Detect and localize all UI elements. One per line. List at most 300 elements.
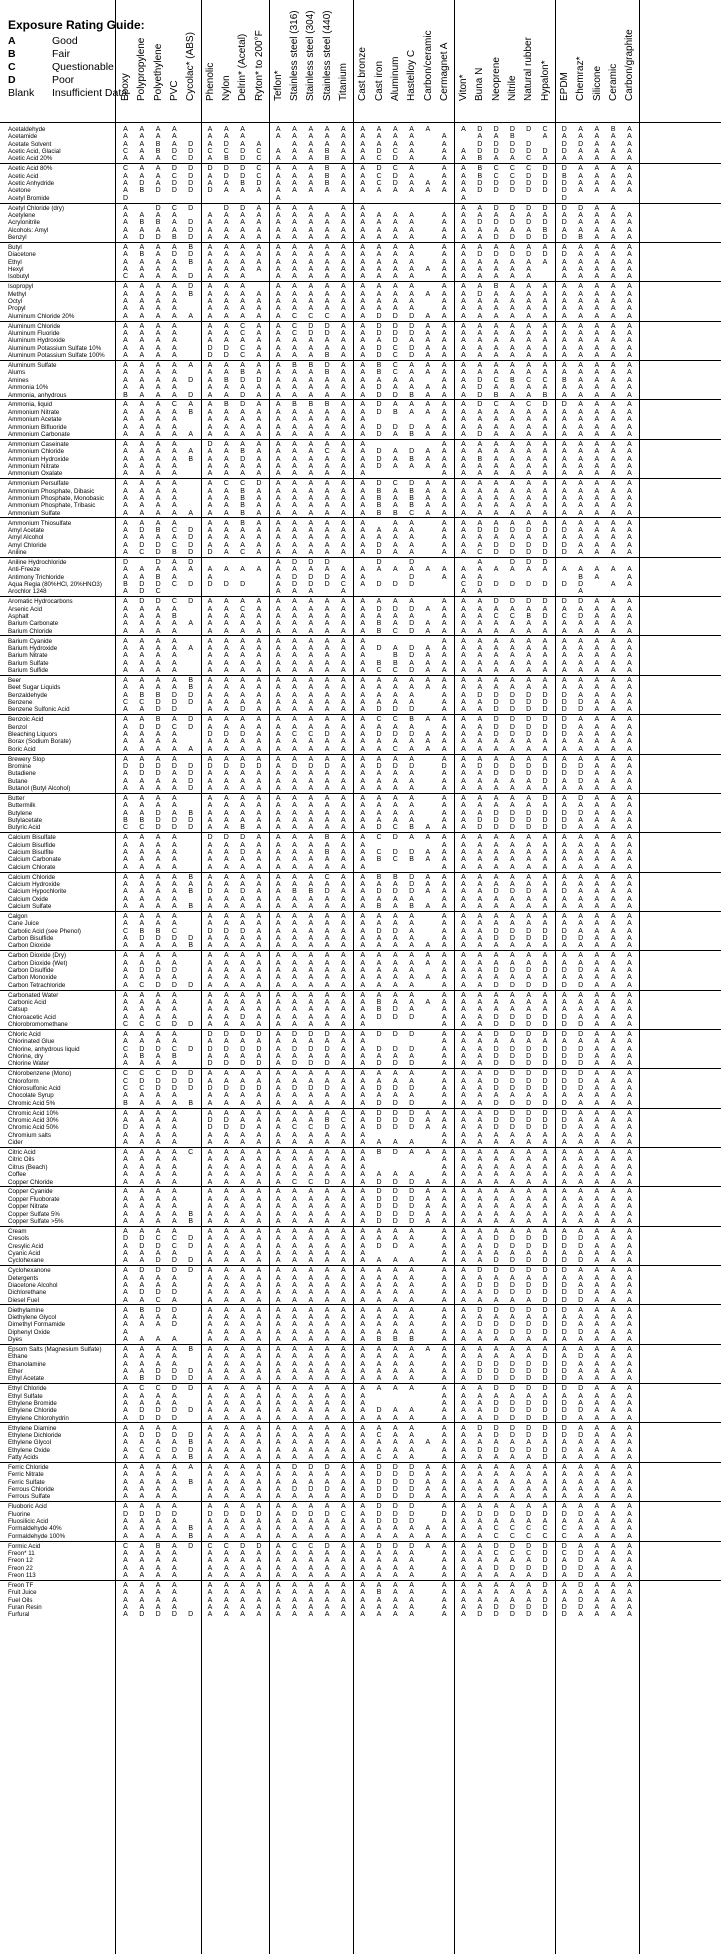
rating-cell: D: [409, 849, 415, 856]
rating-cell: B: [155, 148, 161, 156]
rating-cell: A: [561, 487, 567, 495]
rating-cell: A: [240, 234, 245, 242]
rating-cell: A: [341, 1313, 346, 1321]
rating-cell: A: [610, 204, 616, 212]
rating-cell: B: [324, 155, 330, 163]
rating-cell: A: [425, 344, 431, 352]
rating-cell: D: [188, 1235, 194, 1243]
rating-cell: A: [578, 745, 583, 753]
rating-cell: A: [561, 1195, 567, 1203]
rating-cell: A: [526, 738, 532, 746]
rating-cell: A: [526, 1274, 532, 1282]
rating-cell: A: [240, 1099, 245, 1107]
rating-cell: A: [627, 706, 632, 714]
rating-cell: A: [308, 1171, 314, 1179]
rating-cell: D: [188, 148, 194, 156]
rating-cell: A: [223, 337, 229, 345]
rating-cell: A: [275, 298, 281, 306]
chemical-name: Barium Nitrate: [8, 652, 48, 660]
rating-cell: A: [510, 1203, 515, 1211]
rating-cell: A: [510, 974, 515, 982]
rating-cell: A: [207, 1353, 213, 1361]
rating-cell: A: [123, 509, 128, 517]
rating-cell: A: [207, 234, 213, 242]
rating-cell: A: [275, 1109, 281, 1117]
rating-cell: A: [123, 290, 128, 298]
rating-cell: A: [240, 691, 245, 699]
rating-cell: A: [360, 1257, 366, 1265]
rating-cell: A: [275, 605, 281, 613]
rating-cell: A: [275, 273, 281, 281]
rating-cell: B: [376, 856, 382, 864]
rating-cell: A: [441, 548, 447, 556]
rating-cell: A: [360, 391, 366, 399]
rating-cell: A: [223, 266, 229, 274]
chemical-name: Benzol: [8, 723, 27, 731]
rating-cell: A: [360, 888, 366, 896]
rating-cell: A: [510, 659, 515, 667]
chemical-name: Chromic Acid 30%: [8, 1117, 59, 1125]
rating-cell: A: [223, 384, 229, 392]
column-header: [167, 4, 183, 112]
rating-cell: A: [510, 212, 515, 220]
rating-cell: A: [627, 841, 632, 849]
rating-cell: A: [123, 942, 128, 950]
rating-cell: D: [509, 1085, 515, 1093]
rating-cell: A: [240, 1109, 245, 1117]
rating-cell: A: [627, 627, 632, 635]
rating-cell: C: [155, 1021, 161, 1029]
rating-cell: A: [477, 841, 483, 849]
rating-cell: A: [493, 745, 499, 753]
rating-cell: A: [477, 959, 483, 967]
rating-cell: A: [275, 652, 281, 660]
rating-cell: A: [477, 1070, 483, 1078]
rating-cell: A: [594, 755, 600, 763]
rating-cell: A: [461, 1092, 466, 1100]
rating-cell: A: [610, 423, 616, 431]
rating-cell: A: [123, 298, 128, 306]
rating-cell: A: [376, 305, 382, 313]
rating-cell: A: [409, 1321, 414, 1329]
rating-cell: A: [627, 1053, 632, 1061]
rating-cell: B: [376, 509, 382, 517]
chemical-name: Isobutyl: [8, 273, 30, 281]
rating-cell: A: [461, 698, 466, 706]
rating-cell: D: [171, 824, 177, 832]
rating-cell: A: [461, 1060, 466, 1068]
rating-cell: A: [324, 1077, 330, 1085]
rating-cell: A: [578, 863, 583, 871]
rating-cell: A: [123, 352, 128, 360]
rating-cell: A: [627, 251, 632, 259]
rating-cell: A: [493, 794, 499, 802]
rating-cell: D: [240, 1045, 246, 1053]
rating-cell: A: [627, 612, 632, 620]
rating-cell: A: [526, 849, 532, 856]
rating-cell: D: [561, 194, 567, 202]
rating-cell: A: [360, 738, 366, 746]
rating-cell: A: [561, 430, 567, 438]
rating-cell: A: [207, 172, 213, 180]
rating-cell: A: [240, 1345, 245, 1353]
rating-cell: C: [171, 541, 177, 549]
rating-cell: A: [392, 785, 398, 792]
rating-cell: A: [207, 849, 213, 856]
rating-cell: A: [578, 502, 583, 510]
rating-cell: A: [292, 369, 297, 377]
rating-cell: A: [610, 745, 616, 753]
column-header: [118, 4, 134, 112]
rating-cell: A: [376, 187, 382, 195]
rating-cell: A: [207, 384, 213, 392]
rating-cell: A: [207, 676, 213, 684]
rating-cell: A: [578, 155, 583, 163]
rating-cell: A: [240, 716, 245, 724]
rating-cell: A: [594, 140, 600, 148]
rating-cell: A: [542, 519, 548, 527]
rating-cell: A: [610, 1117, 616, 1125]
rating-cell: A: [627, 809, 632, 817]
column-divider: [269, 0, 270, 1954]
rating-cell: A: [610, 219, 616, 227]
rating-cell: D: [409, 706, 415, 714]
rating-cell: C: [291, 1178, 298, 1186]
rating-cell: A: [441, 598, 447, 606]
rating-cell: A: [425, 1109, 431, 1117]
rating-cell: A: [461, 212, 466, 220]
rating-cell: A: [594, 770, 600, 778]
rating-cell: A: [308, 480, 314, 488]
rating-cell: A: [477, 283, 483, 291]
rating-cell: A: [172, 881, 177, 888]
rating-cell: D: [207, 548, 213, 556]
rating-cell: A: [123, 180, 128, 188]
rating-cell: A: [123, 676, 128, 684]
rating-cell: A: [308, 273, 314, 281]
chemical-name: Chromic Acid 5%: [8, 1099, 56, 1107]
rating-cell: A: [526, 755, 532, 763]
rating-cell: A: [441, 1149, 447, 1157]
rating-cell: A: [292, 652, 297, 660]
rating-cell: A: [610, 440, 616, 448]
rating-cell: A: [240, 881, 245, 888]
rating-cell: A: [341, 974, 346, 982]
rating-cell: A: [376, 1296, 382, 1304]
legend-text: Good: [52, 35, 78, 47]
rating-cell: A: [542, 942, 548, 950]
rating-cell: D: [376, 1031, 382, 1039]
rating-cell: A: [341, 1178, 346, 1186]
rating-cell: A: [360, 927, 366, 935]
rating-cell: A: [594, 612, 600, 620]
rating-cell: D: [376, 888, 382, 896]
rating-cell: A: [360, 212, 366, 220]
rating-cell: A: [360, 1360, 366, 1368]
rating-cell: A: [510, 863, 515, 871]
rating-cell: A: [155, 605, 161, 613]
rating-cell: A: [308, 526, 314, 534]
rating-cell: A: [240, 462, 245, 470]
rating-cell: A: [256, 305, 262, 313]
rating-cell: A: [578, 430, 583, 438]
column-header: [183, 4, 199, 112]
rating-cell: A: [172, 1163, 177, 1171]
rating-cell: A: [123, 935, 128, 943]
rating-cell: D: [207, 165, 213, 173]
rating-cell: D: [188, 1077, 194, 1085]
rating-cell: A: [610, 566, 616, 574]
rating-cell: A: [493, 627, 499, 635]
rating-cell: D: [188, 770, 194, 778]
rating-cell: A: [392, 942, 398, 950]
rating-cell: A: [324, 1313, 330, 1321]
rating-cell: A: [360, 755, 366, 763]
rating-cell: A: [324, 927, 330, 935]
rating-cell: A: [477, 234, 483, 242]
rating-cell: A: [627, 1195, 632, 1203]
rating-cell: A: [477, 1385, 483, 1393]
chemical-name: Beet Sugar Liquids: [8, 684, 61, 692]
chemical-name: Ethyl: [8, 258, 22, 266]
rating-cell: A: [441, 155, 447, 163]
chemical-name: Boric Acid: [8, 745, 36, 753]
rating-cell: A: [360, 126, 366, 133]
rating-cell: C: [256, 165, 262, 173]
rating-cell: A: [256, 652, 262, 660]
rating-cell: A: [275, 1053, 281, 1061]
rating-cell: A: [594, 1099, 600, 1107]
rating-cell: C: [460, 580, 467, 588]
rating-cell: A: [139, 1274, 145, 1282]
rating-cell: A: [493, 1345, 499, 1353]
rating-cell: D: [392, 1045, 398, 1053]
rating-cell: A: [256, 1345, 262, 1353]
rating-cell: A: [392, 226, 398, 234]
rating-cell: A: [578, 416, 583, 424]
rating-cell: A: [477, 1274, 483, 1282]
rating-cell: D: [493, 598, 499, 606]
rating-cell: A: [477, 1085, 483, 1093]
rating-cell: A: [493, 362, 499, 370]
rating-cell: A: [275, 999, 281, 1007]
rating-cell: D: [578, 1045, 584, 1053]
rating-cell: A: [392, 1274, 398, 1282]
rating-cell: A: [341, 126, 346, 133]
rating-cell: A: [578, 423, 583, 431]
rating-cell: A: [627, 494, 632, 502]
rating-cell: A: [341, 881, 346, 888]
rating-cell: A: [376, 290, 382, 298]
rating-cell: A: [610, 1274, 616, 1282]
rating-cell: A: [477, 416, 483, 424]
rating-cell: A: [188, 312, 194, 320]
rating-cell: A: [256, 1227, 262, 1235]
rating-cell: D: [155, 723, 161, 731]
rating-cell: A: [256, 251, 262, 259]
rating-cell: A: [139, 455, 145, 463]
rating-cell: A: [308, 652, 314, 660]
rating-cell: A: [542, 785, 548, 792]
rating-cell: B: [188, 676, 194, 684]
rating-cell: A: [292, 1306, 297, 1314]
rating-cell: A: [409, 155, 414, 163]
rating-cell: A: [425, 834, 431, 842]
rating-cell: A: [207, 155, 213, 163]
rating-cell: D: [188, 1045, 194, 1053]
rating-cell: A: [341, 698, 346, 706]
rating-cell: A: [139, 1210, 145, 1218]
rating-cell: D: [324, 762, 330, 770]
rating-cell: A: [207, 913, 213, 920]
rating-cell: A: [324, 408, 330, 416]
rating-cell: A: [627, 148, 632, 156]
rating-cell: A: [207, 698, 213, 706]
rating-cell: D: [526, 706, 532, 714]
rating-cell: A: [493, 1313, 499, 1321]
rating-cell: A: [526, 942, 532, 950]
rating-cell: A: [510, 605, 515, 613]
rating-cell: A: [172, 666, 177, 674]
rating-cell: A: [477, 1060, 483, 1068]
rating-cell: A: [155, 1392, 161, 1400]
rating-cell: A: [441, 1328, 447, 1336]
rating-cell: B: [139, 1375, 145, 1383]
rating-cell: A: [627, 598, 632, 606]
rating-cell: A: [275, 612, 281, 620]
rating-cell: A: [425, 423, 431, 431]
rating-cell: A: [578, 1360, 583, 1368]
rating-cell: A: [477, 659, 483, 667]
rating-cell: A: [461, 391, 466, 399]
chemical-name: Amines: [8, 376, 29, 384]
rating-cell: A: [627, 1274, 632, 1282]
rating-cell: A: [610, 927, 616, 935]
rating-cell: A: [578, 1321, 583, 1329]
rating-cell: A: [409, 770, 414, 778]
rating-cell: A: [155, 1124, 161, 1132]
rating-cell: D: [256, 480, 262, 488]
rating-cell: D: [477, 580, 483, 588]
rating-cell: D: [324, 558, 330, 566]
rating-cell: A: [240, 1217, 245, 1225]
rating-cell: D: [409, 573, 415, 581]
rating-cell: D: [207, 1045, 213, 1053]
rating-cell: A: [376, 1235, 382, 1243]
rating-cell: A: [627, 1217, 632, 1225]
rating-cell: A: [627, 666, 632, 674]
rating-cell: A: [324, 430, 330, 438]
rating-cell: A: [526, 903, 532, 911]
chemical-name: Ammonium Phosphate, Tribasic: [8, 502, 96, 510]
rating-cell: D: [477, 691, 483, 699]
rating-cell: D: [493, 824, 499, 832]
rating-cell: A: [223, 841, 229, 849]
rating-cell: A: [292, 849, 297, 856]
rating-cell: A: [510, 755, 515, 763]
rating-cell: A: [461, 1306, 466, 1314]
rating-cell: A: [324, 903, 330, 911]
rating-cell: A: [223, 1217, 229, 1225]
rating-cell: A: [308, 1227, 314, 1235]
rating-cell: A: [341, 942, 346, 950]
rating-cell: A: [441, 1257, 447, 1265]
rating-cell: A: [409, 251, 414, 259]
column-header-label: Titanium: [338, 63, 350, 101]
rating-cell: A: [341, 1070, 346, 1078]
rating-cell: A: [561, 1210, 567, 1218]
rating-cell: A: [256, 470, 262, 478]
rating-cell: A: [392, 1092, 398, 1100]
rating-cell: A: [308, 1249, 314, 1257]
rating-cell: A: [207, 1195, 213, 1203]
rating-cell: A: [292, 416, 297, 424]
rating-cell: A: [341, 1227, 346, 1235]
rating-cell: A: [324, 305, 330, 313]
rating-cell: A: [610, 384, 616, 392]
rating-cell: A: [441, 1092, 447, 1100]
rating-cell: A: [425, 362, 431, 370]
rating-cell: A: [594, 180, 600, 188]
rating-cell: D: [561, 1257, 567, 1265]
rating-cell: A: [292, 376, 297, 384]
rating-cell: A: [578, 126, 583, 133]
rating-cell: A: [610, 834, 616, 842]
rating-cell: A: [409, 283, 414, 291]
rating-cell: A: [461, 913, 466, 920]
column-header: [355, 4, 371, 112]
rating-cell: A: [155, 920, 161, 928]
rating-cell: A: [441, 273, 447, 281]
rating-cell: A: [275, 659, 281, 667]
rating-cell: A: [526, 856, 532, 864]
rating-cell: A: [324, 384, 330, 392]
chemical-name: Amyl Alcohol: [8, 534, 44, 542]
chemical-name: Calcium Hydroxide: [8, 881, 60, 888]
rating-cell: A: [172, 494, 177, 502]
rating-cell: A: [493, 258, 499, 266]
rating-cell: A: [292, 676, 297, 684]
column-header: [589, 4, 605, 112]
rating-cell: A: [561, 637, 567, 645]
rating-cell: A: [561, 352, 567, 360]
rating-cell: A: [207, 716, 213, 724]
rating-cell: A: [578, 384, 583, 392]
chemical-name: Ammonium Phosphate, Dibasic: [8, 487, 95, 495]
rating-cell: C: [171, 1045, 177, 1053]
rating-cell: A: [256, 244, 262, 252]
rating-cell: A: [461, 967, 466, 975]
rating-cell: A: [461, 817, 466, 824]
rating-cell: A: [275, 959, 281, 967]
rating-cell: A: [526, 244, 532, 252]
rating-cell: A: [610, 1257, 616, 1265]
rating-cell: A: [172, 273, 177, 281]
rating-cell: A: [610, 637, 616, 645]
chemical-name: Acrylonitrile: [8, 219, 40, 227]
rating-cell: A: [627, 548, 632, 556]
rating-cell: A: [477, 652, 483, 660]
rating-cell: D: [578, 794, 584, 802]
rating-cell: A: [223, 1249, 229, 1257]
rating-cell: A: [223, 1077, 229, 1085]
rating-cell: A: [561, 384, 567, 392]
rating-cell: A: [308, 605, 314, 613]
rating-cell: A: [308, 519, 314, 527]
rating-cell: A: [627, 1345, 632, 1353]
chemical-name: Chromic Acid 10%: [8, 1109, 59, 1117]
rating-cell: A: [292, 1392, 297, 1400]
